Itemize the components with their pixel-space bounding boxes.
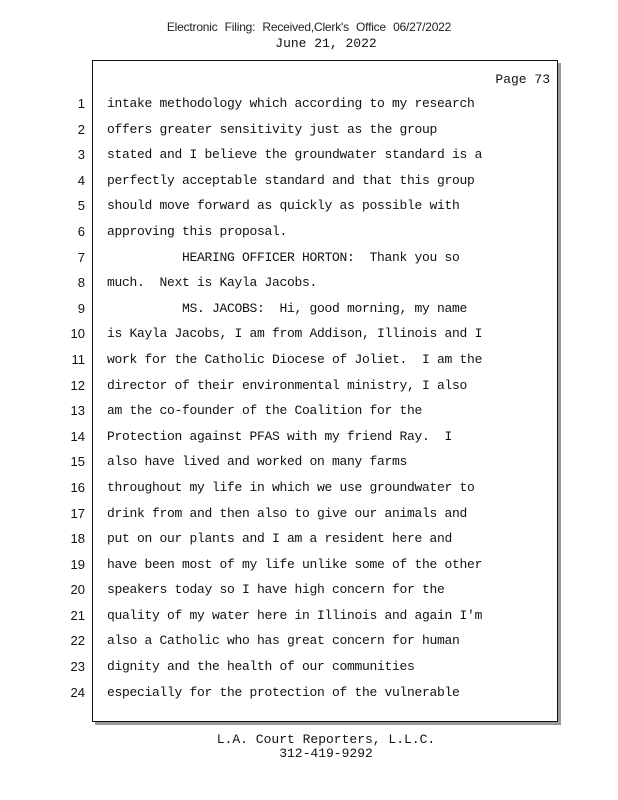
line-number: 1 — [77, 96, 85, 111]
transcript-line — [0, 347, 618, 373]
line-number: 15 — [70, 454, 85, 470]
line-text: am the co-founder of the Coalition for the — [107, 403, 423, 419]
line-text: also have lived and worked on many farms — [107, 454, 408, 470]
line-number: 3 — [77, 147, 85, 163]
line-text: also a Catholic who has great concern for human — [107, 633, 460, 649]
transcript-line — [0, 270, 618, 296]
footer-phone: 312-419-9292 — [279, 746, 373, 761]
transcript-line — [0, 654, 618, 680]
line-text: approving this proposal. — [107, 223, 288, 239]
line-text: drink from and then also to give our animals and — [107, 505, 468, 521]
line-text: speakers today so I have high concern for the — [107, 582, 445, 598]
transcript-line — [0, 142, 618, 168]
transcript-line — [0, 526, 618, 552]
transcript-line — [0, 296, 618, 322]
transcript-line — [0, 398, 618, 424]
transcript-line — [0, 628, 618, 654]
footer-company: L.A. Court Reporters, L.L.C. — [216, 732, 436, 747]
line-text: much. Next is Kayla Jacobs. — [107, 275, 318, 291]
line-number: 23 — [70, 659, 85, 675]
line-text: throughout my life in which we use groundwater to — [107, 479, 475, 495]
page-number: Page 73 — [495, 72, 550, 87]
transcript-line — [0, 91, 618, 117]
line-text: intake methodology which according to my research — [107, 96, 475, 111]
line-text: especially for the protection of the vulnerable — [107, 684, 460, 700]
line-number: 16 — [70, 479, 85, 495]
transcript-line — [0, 168, 618, 194]
transcript-line — [0, 680, 618, 706]
line-number: 5 — [77, 198, 85, 214]
line-number: 13 — [70, 403, 85, 419]
line-text: Protection against PFAS with my friend Ray. I — [107, 428, 453, 444]
line-text: director of their environmental ministry, I also — [107, 377, 468, 393]
line-number: 17 — [70, 505, 85, 521]
line-number: 12 — [70, 377, 85, 393]
transcript-line — [0, 321, 618, 347]
line-text: is Kayla Jacobs, I am from Addison, Illinois and I — [107, 326, 483, 342]
transcript-lines — [0, 91, 618, 705]
line-number: 9 — [77, 300, 85, 316]
line-text: put on our plants and I am a resident here and — [107, 531, 453, 547]
transcript-line — [0, 193, 618, 219]
line-number: 2 — [77, 121, 85, 137]
line-text: should move forward as quickly as possible with — [107, 198, 460, 214]
transcript-line — [0, 245, 618, 271]
line-text: dignity and the health of our communities — [107, 659, 415, 675]
line-number: 14 — [70, 428, 85, 444]
line-text: MS. JACOBS: Hi, good morning, my name — [107, 300, 468, 316]
line-number: 19 — [70, 556, 85, 572]
transcript-line — [0, 552, 618, 578]
line-number: 6 — [77, 223, 85, 239]
line-number: 8 — [77, 275, 85, 291]
transcript-line — [0, 424, 618, 450]
line-text: work for the Catholic Diocese of Joliet. I am the — [107, 351, 483, 367]
transcript-line — [0, 603, 618, 629]
transcript-date: June 21, 2022 — [275, 36, 377, 51]
line-number: 20 — [70, 582, 85, 598]
transcript-line — [0, 475, 618, 501]
line-text: have been most of my life unlike some of the other — [107, 556, 483, 572]
line-number: 21 — [70, 607, 85, 623]
line-number: 11 — [71, 351, 85, 367]
line-text: HEARING OFFICER HORTON: Thank you so — [107, 249, 460, 265]
transcript-line — [0, 449, 618, 475]
line-number: 18 — [70, 531, 85, 547]
transcript-line — [0, 219, 618, 245]
transcript-line — [0, 501, 618, 527]
transcript-line — [0, 577, 618, 603]
line-number: 10 — [70, 326, 85, 342]
line-number: 4 — [77, 172, 85, 188]
line-text: perfectly acceptable standard and that this group — [107, 172, 475, 188]
line-number: 24 — [70, 684, 85, 700]
line-number: 7 — [77, 249, 85, 265]
transcript-line — [0, 117, 618, 143]
line-number: 22 — [70, 633, 85, 649]
line-text: quality of my water here in Illinois and again I'm — [107, 607, 483, 623]
transcript-line — [0, 373, 618, 399]
line-text: stated and I believe the groundwater standard is a — [107, 147, 483, 163]
filing-stamp: Electronic Filing: Received,Clerk's Office 06/27/2022 — [166, 20, 452, 34]
line-text: offers greater sensitivity just as the group — [107, 121, 438, 137]
